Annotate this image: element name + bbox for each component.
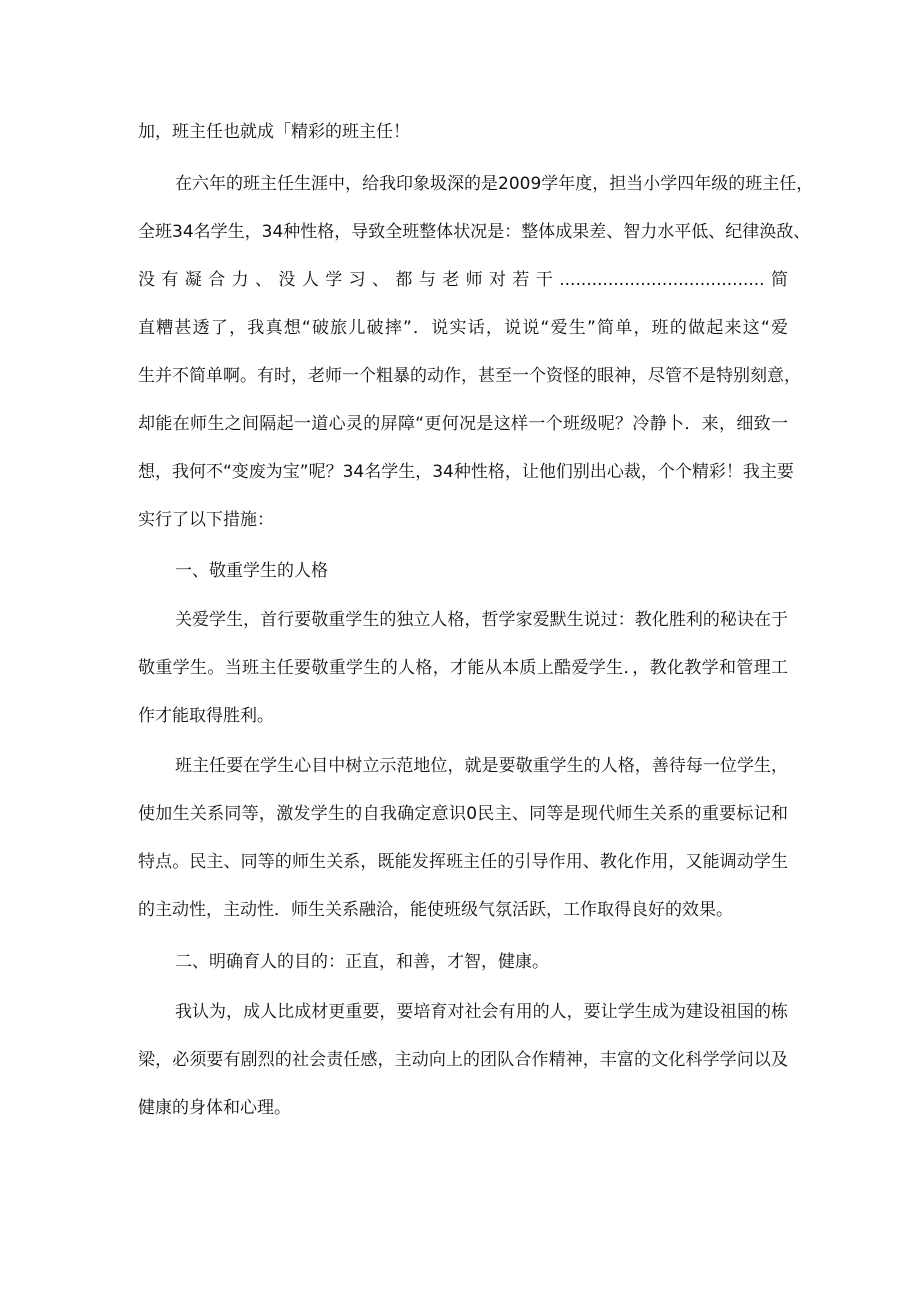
paragraph-line: 全班34名学生，34种性格，导致全班整体状况是：整体成果差、智力水平低、纪律涣敌、: [138, 222, 811, 242]
paragraph-line: 班主任要在学生心目中树立示范地位，就是要敬重学生的人格，善待每一位学生，: [175, 756, 788, 776]
paragraph-line: 敬重学生。当班主任要敬重学生的人格，才能从本质上酷爱学生．，教化教学和管理工: [138, 658, 788, 678]
paragraph-line: 实行了以下措施：: [138, 510, 274, 530]
paragraph-line: 梁，必须要有剧烈的社会责任感，主动向上的团队合作精神，丰富的文化科学学问以及: [138, 1050, 788, 1070]
paragraph-line: 加，班主任也就成「精彩的班主任！: [138, 122, 410, 142]
paragraph-line: 生并不简单啊。有时，老师一个粗暴的动作，甚至一个资怪的眼神，尽管不是特别刻意，: [138, 366, 801, 386]
paragraph-line: 关爱学生，首行要敬重学生的独立人格，哲学家爱默生说过：教化胜利的秘诀在于: [175, 610, 788, 630]
paragraph-line: 使加生关系同等，激发学生的自我确定意识0民主、同等是现代师生关系的重要标记和: [138, 804, 788, 824]
paragraph-line: 特点。民主、同等的师生关系，既能发挥班主任的引导作用、教化作用，又能调动学生: [138, 852, 788, 872]
paragraph-line: 在六年的班主任生涯中，给我印象圾深的是2009学年度，担当小学四年级的班主任，: [175, 174, 814, 194]
paragraph-line: 却能在师生之间隔起一道心灵的屏障“更何况是这样一个班级呢？冷静卜．来，细致一: [138, 414, 788, 434]
paragraph-line: 直糟甚透了，我真想“破旅儿破摔”．说实话，说说“爱生”简单，班的做起来这“爱: [138, 318, 788, 338]
paragraph-line: 想，我何不“变废为宝”呢？34名学生，34种性格，让他们别出心裁，个个精彩！我主要: [138, 462, 794, 482]
paragraph-line: 我认为，成人比成材更重要，要培育对社会有用的人，要让学生成为建设祖国的栋: [175, 1002, 788, 1022]
paragraph-line: 作才能取得胜利。: [138, 706, 274, 726]
section-heading: 一、敬重学生的人格: [175, 561, 328, 581]
paragraph-line: 的主动性，主动性．师生关系融洽，能使班级气氛活跃，工作取得良好的效果。: [138, 900, 733, 920]
paragraph-line: 没有凝合力、没人学习、都与老师对若干......................................简: [138, 270, 788, 290]
section-heading: 二、明确育人的目的：正直，和善，才智，健康。: [175, 952, 549, 972]
paragraph-line: 健康的身体和心理。: [138, 1098, 291, 1118]
